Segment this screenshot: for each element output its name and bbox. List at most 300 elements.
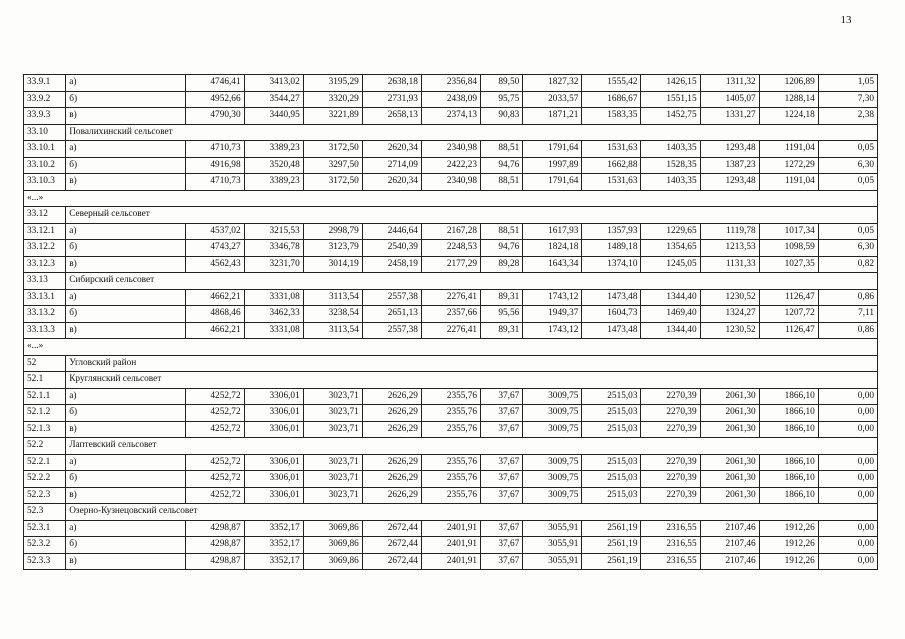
value-cell: 1824,18 [523, 240, 582, 257]
value-cell: 2401,91 [421, 553, 480, 570]
value-cell: 1827,32 [523, 75, 582, 92]
value-cell: 1555,42 [582, 75, 641, 92]
value-cell: 3306,01 [244, 471, 303, 488]
value-cell: 2316,55 [641, 520, 700, 537]
value-cell: 90,83 [481, 108, 523, 125]
value-cell: 89,28 [481, 256, 523, 273]
value-cell: 3023,71 [303, 487, 362, 504]
value-cell: 2515,03 [582, 487, 641, 504]
value-cell: 0,86 [818, 289, 877, 306]
value-cell: 3215,53 [244, 223, 303, 240]
row-code: 33.12.1 [24, 223, 66, 240]
value-cell: 2714,09 [362, 157, 421, 174]
value-cell: 7,11 [818, 306, 877, 323]
value-cell: 4252,72 [185, 388, 244, 405]
table-row [24, 306, 878, 323]
value-cell: 0,00 [818, 471, 877, 488]
value-cell: 2340,98 [421, 174, 480, 191]
value-cell: 3009,75 [523, 454, 582, 471]
value-cell: 1,05 [818, 75, 877, 92]
section-row [24, 207, 878, 224]
value-cell: 2061,30 [700, 405, 759, 422]
value-cell: 37,67 [481, 405, 523, 422]
row-code: 52.3.3 [24, 553, 66, 570]
row-code: 33.13.1 [24, 289, 66, 306]
table-row [24, 322, 878, 339]
value-cell: 37,67 [481, 537, 523, 554]
value-cell: 1583,35 [582, 108, 641, 125]
value-cell: 3195,29 [303, 75, 362, 92]
value-cell: 3009,75 [523, 487, 582, 504]
table-row [24, 141, 878, 158]
value-cell: 2626,29 [362, 454, 421, 471]
tariff-table [23, 74, 878, 570]
omission-marker: «...» [24, 190, 878, 207]
value-cell: 88,51 [481, 174, 523, 191]
row-variant: в) [66, 108, 185, 125]
value-cell: 1230,52 [700, 322, 759, 339]
value-cell: 4252,72 [185, 487, 244, 504]
section-code: 52.2 [24, 438, 66, 455]
value-cell: 2401,91 [421, 520, 480, 537]
value-cell: 1473,48 [582, 289, 641, 306]
value-cell: 1374,10 [582, 256, 641, 273]
value-cell: 3014,19 [303, 256, 362, 273]
value-cell: 2107,46 [700, 520, 759, 537]
table-row [24, 108, 878, 125]
value-cell: 3352,17 [244, 520, 303, 537]
value-cell: 4743,27 [185, 240, 244, 257]
value-cell: 89,31 [481, 289, 523, 306]
value-cell: 3009,75 [523, 421, 582, 438]
value-cell: 2401,91 [421, 537, 480, 554]
value-cell: 2626,29 [362, 388, 421, 405]
value-cell: 1473,48 [582, 322, 641, 339]
section-title: Северный сельсовет [66, 207, 878, 224]
table-row [24, 240, 878, 257]
value-cell: 1469,40 [641, 306, 700, 323]
value-cell: 4790,30 [185, 108, 244, 125]
value-cell: 3023,71 [303, 471, 362, 488]
value-cell: 1331,27 [700, 108, 759, 125]
value-cell: 2357,66 [421, 306, 480, 323]
value-cell: 1098,59 [759, 240, 818, 257]
omission-row [24, 190, 878, 207]
value-cell: 94,76 [481, 240, 523, 257]
value-cell: 37,67 [481, 471, 523, 488]
value-cell: 3009,75 [523, 471, 582, 488]
value-cell: 1293,48 [700, 174, 759, 191]
table-row [24, 256, 878, 273]
section-code: 33.10 [24, 124, 66, 141]
value-cell: 2515,03 [582, 454, 641, 471]
value-cell: 2515,03 [582, 388, 641, 405]
value-cell: 3306,01 [244, 388, 303, 405]
row-code: 33.9.3 [24, 108, 66, 125]
value-cell: 1387,23 [700, 157, 759, 174]
value-cell: 4710,73 [185, 174, 244, 191]
value-cell: 1531,63 [582, 141, 641, 158]
value-cell: 2061,30 [700, 454, 759, 471]
value-cell: 1912,26 [759, 520, 818, 537]
value-cell: 1131,33 [700, 256, 759, 273]
value-cell: 1551,15 [641, 91, 700, 108]
value-cell: 2626,29 [362, 487, 421, 504]
value-cell: 1207,72 [759, 306, 818, 323]
value-cell: 95,56 [481, 306, 523, 323]
value-cell: 1426,15 [641, 75, 700, 92]
value-cell: 2061,30 [700, 421, 759, 438]
value-cell: 2355,76 [421, 487, 480, 504]
value-cell: 6,30 [818, 157, 877, 174]
value-cell: 1866,10 [759, 421, 818, 438]
value-cell: 2515,03 [582, 421, 641, 438]
row-code: 52.2.1 [24, 454, 66, 471]
section-code: 33.13 [24, 273, 66, 290]
row-variant: а) [66, 520, 185, 537]
value-cell: 94,76 [481, 157, 523, 174]
value-cell: 1452,75 [641, 108, 700, 125]
value-cell: 3055,91 [523, 537, 582, 554]
row-variant: в) [66, 174, 185, 191]
table-row [24, 157, 878, 174]
value-cell: 0,05 [818, 174, 877, 191]
row-code: 52.2.3 [24, 487, 66, 504]
value-cell: 3023,71 [303, 405, 362, 422]
value-cell: 2557,38 [362, 322, 421, 339]
value-cell: 2340,98 [421, 141, 480, 158]
value-cell: 2620,34 [362, 141, 421, 158]
value-cell: 3069,86 [303, 553, 362, 570]
row-variant: в) [66, 256, 185, 273]
value-cell: 2270,39 [641, 487, 700, 504]
value-cell: 2276,41 [421, 289, 480, 306]
value-cell: 1489,18 [582, 240, 641, 257]
value-cell: 2316,55 [641, 537, 700, 554]
value-cell: 1643,34 [523, 256, 582, 273]
section-row [24, 504, 878, 521]
row-variant: а) [66, 141, 185, 158]
value-cell: 2458,19 [362, 256, 421, 273]
value-cell: 2998,79 [303, 223, 362, 240]
section-code: 52 [24, 355, 66, 372]
table-row [24, 487, 878, 504]
table-row [24, 421, 878, 438]
row-code: 33.9.2 [24, 91, 66, 108]
value-cell: 2626,29 [362, 421, 421, 438]
value-cell: 1997,89 [523, 157, 582, 174]
row-variant: б) [66, 537, 185, 554]
table-row [24, 537, 878, 554]
row-variant: в) [66, 322, 185, 339]
value-cell: 4537,02 [185, 223, 244, 240]
value-cell: 0,00 [818, 520, 877, 537]
value-cell: 1791,64 [523, 174, 582, 191]
value-cell: 0,00 [818, 421, 877, 438]
value-cell: 1866,10 [759, 487, 818, 504]
value-cell: 2356,84 [421, 75, 480, 92]
value-cell: 1224,18 [759, 108, 818, 125]
row-variant: б) [66, 91, 185, 108]
value-cell: 2638,18 [362, 75, 421, 92]
value-cell: 4746,41 [185, 75, 244, 92]
value-cell: 1354,65 [641, 240, 700, 257]
table-row [24, 405, 878, 422]
value-cell: 1324,27 [700, 306, 759, 323]
tariff-table-body [24, 75, 878, 570]
value-cell: 2,38 [818, 108, 877, 125]
value-cell: 2620,34 [362, 174, 421, 191]
value-cell: 3440,95 [244, 108, 303, 125]
section-title: Лаптевский сельсовет [66, 438, 878, 455]
value-cell: 7,30 [818, 91, 877, 108]
value-cell: 37,67 [481, 388, 523, 405]
value-cell: 3389,23 [244, 174, 303, 191]
value-cell: 2033,57 [523, 91, 582, 108]
value-cell: 2107,46 [700, 553, 759, 570]
value-cell: 2422,23 [421, 157, 480, 174]
section-code: 33.12 [24, 207, 66, 224]
row-code: 52.2.2 [24, 471, 66, 488]
value-cell: 2355,76 [421, 405, 480, 422]
row-code: 33.10.3 [24, 174, 66, 191]
value-cell: 0,00 [818, 454, 877, 471]
table-row [24, 520, 878, 537]
value-cell: 1344,40 [641, 289, 700, 306]
value-cell: 3346,78 [244, 240, 303, 257]
section-title: Сибирский сельсовет [66, 273, 878, 290]
value-cell: 1027,35 [759, 256, 818, 273]
row-variant: в) [66, 487, 185, 504]
value-cell: 1866,10 [759, 405, 818, 422]
value-cell: 1949,37 [523, 306, 582, 323]
row-code: 52.1.3 [24, 421, 66, 438]
value-cell: 1213,53 [700, 240, 759, 257]
value-cell: 3462,33 [244, 306, 303, 323]
value-cell: 1357,93 [582, 223, 641, 240]
value-cell: 2561,19 [582, 537, 641, 554]
row-variant: б) [66, 240, 185, 257]
value-cell: 1017,34 [759, 223, 818, 240]
value-cell: 1272,29 [759, 157, 818, 174]
value-cell: 2626,29 [362, 405, 421, 422]
table-row [24, 454, 878, 471]
value-cell: 3352,17 [244, 553, 303, 570]
value-cell: 4562,43 [185, 256, 244, 273]
value-cell: 4662,21 [185, 289, 244, 306]
value-cell: 4252,72 [185, 454, 244, 471]
value-cell: 1604,73 [582, 306, 641, 323]
value-cell: 1912,26 [759, 537, 818, 554]
value-cell: 2270,39 [641, 421, 700, 438]
value-cell: 3306,01 [244, 454, 303, 471]
section-code: 52.1 [24, 372, 66, 389]
value-cell: 2248,53 [421, 240, 480, 257]
value-cell: 2355,76 [421, 421, 480, 438]
value-cell: 3331,08 [244, 289, 303, 306]
value-cell: 2672,44 [362, 520, 421, 537]
value-cell: 2651,13 [362, 306, 421, 323]
value-cell: 2557,38 [362, 289, 421, 306]
value-cell: 1245,05 [641, 256, 700, 273]
row-code: 52.3.1 [24, 520, 66, 537]
value-cell: 2374,13 [421, 108, 480, 125]
value-cell: 3113,54 [303, 322, 362, 339]
row-code: 52.1.1 [24, 388, 66, 405]
value-cell: 3306,01 [244, 421, 303, 438]
value-cell: 0,05 [818, 141, 877, 158]
value-cell: 0,05 [818, 223, 877, 240]
value-cell: 0,86 [818, 322, 877, 339]
value-cell: 1126,47 [759, 322, 818, 339]
table-row [24, 471, 878, 488]
value-cell: 2672,44 [362, 537, 421, 554]
value-cell: 1686,67 [582, 91, 641, 108]
row-code: 33.12.3 [24, 256, 66, 273]
value-cell: 2540,39 [362, 240, 421, 257]
value-cell: 1311,32 [700, 75, 759, 92]
table-row [24, 223, 878, 240]
value-cell: 2107,46 [700, 537, 759, 554]
value-cell: 88,51 [481, 141, 523, 158]
value-cell: 4252,72 [185, 471, 244, 488]
value-cell: 3320,29 [303, 91, 362, 108]
table-row [24, 174, 878, 191]
value-cell: 2355,76 [421, 454, 480, 471]
value-cell: 1871,21 [523, 108, 582, 125]
value-cell: 1866,10 [759, 388, 818, 405]
row-variant: б) [66, 306, 185, 323]
row-variant: а) [66, 289, 185, 306]
value-cell: 89,50 [481, 75, 523, 92]
value-cell: 0,00 [818, 537, 877, 554]
row-variant: а) [66, 223, 185, 240]
section-title: Круглянский сельсовет [66, 372, 878, 389]
value-cell: 3413,02 [244, 75, 303, 92]
value-cell: 2672,44 [362, 553, 421, 570]
value-cell: 3009,75 [523, 405, 582, 422]
value-cell: 1617,93 [523, 223, 582, 240]
section-code: 52.3 [24, 504, 66, 521]
value-cell: 3023,71 [303, 421, 362, 438]
value-cell: 3352,17 [244, 537, 303, 554]
section-row [24, 372, 878, 389]
value-cell: 1528,35 [641, 157, 700, 174]
section-title: Угловский район [66, 355, 878, 372]
value-cell: 1126,47 [759, 289, 818, 306]
value-cell: 2626,29 [362, 471, 421, 488]
value-cell: 3172,50 [303, 174, 362, 191]
row-code: 33.13.2 [24, 306, 66, 323]
value-cell: 2270,39 [641, 405, 700, 422]
value-cell: 4252,72 [185, 405, 244, 422]
row-variant: б) [66, 405, 185, 422]
value-cell: 2061,30 [700, 388, 759, 405]
value-cell: 4916,98 [185, 157, 244, 174]
value-cell: 2515,03 [582, 405, 641, 422]
section-title: Озерно-Кузнецовский сельсовет [66, 504, 878, 521]
value-cell: 1229,65 [641, 223, 700, 240]
value-cell: 4952,66 [185, 91, 244, 108]
value-cell: 1288,14 [759, 91, 818, 108]
value-cell: 3238,54 [303, 306, 362, 323]
value-cell: 1662,88 [582, 157, 641, 174]
value-cell: 1531,63 [582, 174, 641, 191]
value-cell: 0,00 [818, 405, 877, 422]
value-cell: 2061,30 [700, 471, 759, 488]
row-code: 33.13.3 [24, 322, 66, 339]
page-number: 13 [840, 14, 852, 26]
value-cell: 2167,28 [421, 223, 480, 240]
section-row [24, 273, 878, 290]
value-cell: 3231,70 [244, 256, 303, 273]
value-cell: 4252,72 [185, 421, 244, 438]
row-code: 33.10.1 [24, 141, 66, 158]
value-cell: 2355,76 [421, 471, 480, 488]
row-code: 33.9.1 [24, 75, 66, 92]
value-cell: 37,67 [481, 553, 523, 570]
row-variant: б) [66, 471, 185, 488]
value-cell: 3331,08 [244, 322, 303, 339]
omission-marker: «...» [24, 339, 878, 356]
value-cell: 1344,40 [641, 322, 700, 339]
value-cell: 0,00 [818, 388, 877, 405]
value-cell: 37,67 [481, 454, 523, 471]
value-cell: 3297,50 [303, 157, 362, 174]
value-cell: 2515,03 [582, 471, 641, 488]
value-cell: 3069,86 [303, 520, 362, 537]
value-cell: 2438,09 [421, 91, 480, 108]
value-cell: 1230,52 [700, 289, 759, 306]
value-cell: 2276,41 [421, 322, 480, 339]
row-variant: а) [66, 75, 185, 92]
value-cell: 4662,21 [185, 322, 244, 339]
row-variant: в) [66, 553, 185, 570]
value-cell: 0,00 [818, 487, 877, 504]
value-cell: 2561,19 [582, 520, 641, 537]
row-code: 33.10.2 [24, 157, 66, 174]
value-cell: 3055,91 [523, 553, 582, 570]
value-cell: 2731,93 [362, 91, 421, 108]
value-cell: 2270,39 [641, 388, 700, 405]
value-cell: 3520,48 [244, 157, 303, 174]
value-cell: 2658,13 [362, 108, 421, 125]
value-cell: 1206,89 [759, 75, 818, 92]
value-cell: 2446,64 [362, 223, 421, 240]
value-cell: 1405,07 [700, 91, 759, 108]
section-title: Повалихинский сельсовет [66, 124, 878, 141]
value-cell: 3055,91 [523, 520, 582, 537]
value-cell: 1191,04 [759, 174, 818, 191]
value-cell: 1403,35 [641, 174, 700, 191]
table-row [24, 289, 878, 306]
value-cell: 37,67 [481, 520, 523, 537]
row-code: 33.12.2 [24, 240, 66, 257]
value-cell: 2270,39 [641, 471, 700, 488]
value-cell: 2561,19 [582, 553, 641, 570]
value-cell: 4298,87 [185, 553, 244, 570]
section-row [24, 124, 878, 141]
value-cell: 3221,89 [303, 108, 362, 125]
value-cell: 2061,30 [700, 487, 759, 504]
row-code: 52.3.2 [24, 537, 66, 554]
value-cell: 1743,12 [523, 322, 582, 339]
value-cell: 3172,50 [303, 141, 362, 158]
row-code: 52.1.2 [24, 405, 66, 422]
value-cell: 2355,76 [421, 388, 480, 405]
value-cell: 1866,10 [759, 471, 818, 488]
row-variant: а) [66, 388, 185, 405]
